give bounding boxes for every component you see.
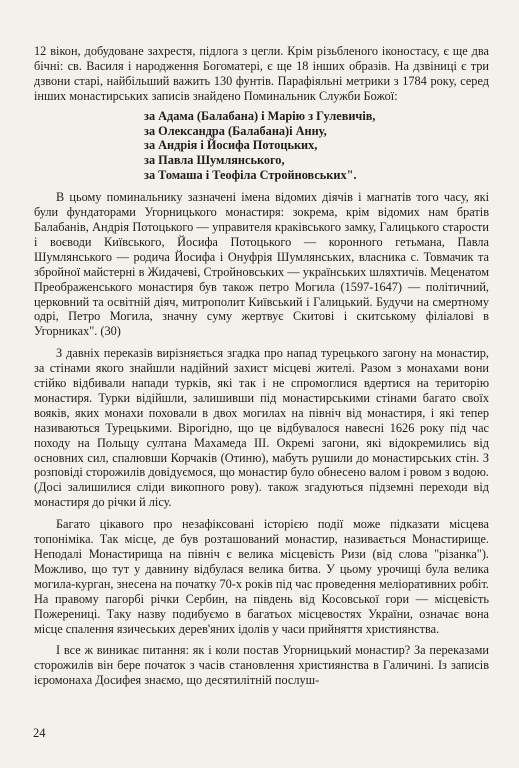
- page-number: 24: [33, 726, 46, 740]
- commemoration-line: за Томаша і Теофіла Стройновських".: [144, 168, 357, 183]
- paragraph-3: З давніх переказів вирізняється згадка про напад турецького загону на монастир, за стінами якого знайшли надійний захист місцеві жителі. Разом з монахами вони стійко відбивали напади турків, які так і не спромоглися вдертися на територію монастиря. Турки відійшли, залишивши під монастирськими стінами багато своїх вояків, яких монахи поховали в двох могилах на північ від монастиря, і які тепер називаються Турецькими. Вірогідно, що це відбувалося навесні 1626 року під час походу на Польщу султана Махамеда III. Окремі загони, які відокремились від основних сил, спалювши Корчаків (Отиню), мабуть рушили до монастирських стін. З розповіді сторожилів довідуємося, що монастир було обнесено валом і ровом з водою. (Досі залишилися сліди викопного рову). також згадуються підземні переходи від монастиря до річки й лісу.: [34, 346, 489, 510]
- commemoration-line: за Павла Шумлянського,: [144, 153, 285, 168]
- page-body-text: [34, 44, 489, 688]
- commemoration-line: за Андрія і Йосифа Потоцьких,: [144, 138, 318, 153]
- commemoration-list: [144, 109, 489, 184]
- paragraph-5: І все ж виникає питання: як і коли постав Угорницький монастир? За переказами сторожилів він бере початок з часів становлення християнства в Галичині. Із записів ієромонаха Досифея знаємо, що десятилітній послуш-: [34, 643, 489, 688]
- paragraph-2: В цьому поминальнику зазначені імена відомих діячів і магнатів того часу, які були фундаторами Угорницького монастиря: зокрема, крім відомих нам братів Балабанів, Андрія Потоцького — управителя краківського замку, Галицького старости і воєводи Київського, Йосифа Потоцького — коронного гетьмана, Павла Шумлянського — родича Йосифа і Онуфрія Шумлянських, власника с. Товмачик та збройної майстерні в Жидачеві, Стройновських — українських шляхтичів. Меценатом Преображенського монастиря був також петро Могила (1597-1647) — політичний, церковний та освітній діяч, митрополит Київський і Галицький. Будучи на смертному одрі, Петро Могила, значну суму жертвує Скитові і скитському філіалові в Угорниках". (30): [34, 190, 489, 339]
- paragraph-4: Багато цікавого про незафіксовані історією події може підказати місцева топоніміка. Так місце, де був розташований монастир, називається Монастирище. Неподалі Монастирища на північ є велика місцевість Ризи (від слова "різанка"). Можливо, що тут у давнину відбулася велика битва. У цьому урочищі була велика могила-курган, знесена на початку 70-х років під час проведення меліоративних робіт. На правому пагорбі річки Сербин, на південь від Косовської гори — місцевість Пожерениці. Таку назву подибуємо в багатьох місцевостях України, означає вона місце спалення язичеських дерев'яних ідолів у часи прийняття християнства.: [34, 517, 489, 636]
- commemoration-line: за Олександра (Балабана)і Анну,: [144, 123, 327, 138]
- paragraph-1: 12 вікон, добудоване захрестя, підлога з цегли. Крім різьбленого іконостасу, є ще два бічні: св. Василя і народження Богоматері, є ще 18 інших образів. На дзвіниці є три дзвони старі, найбільший важить 130 фунтів. Парафіяльні метрики з 1784 року, серед інших монастирських записів знайдено Поминальник Служби Божої:: [34, 44, 489, 103]
- commemoration-line: за Адама (Балабана) і Марію з Гулевичів,: [144, 108, 376, 123]
